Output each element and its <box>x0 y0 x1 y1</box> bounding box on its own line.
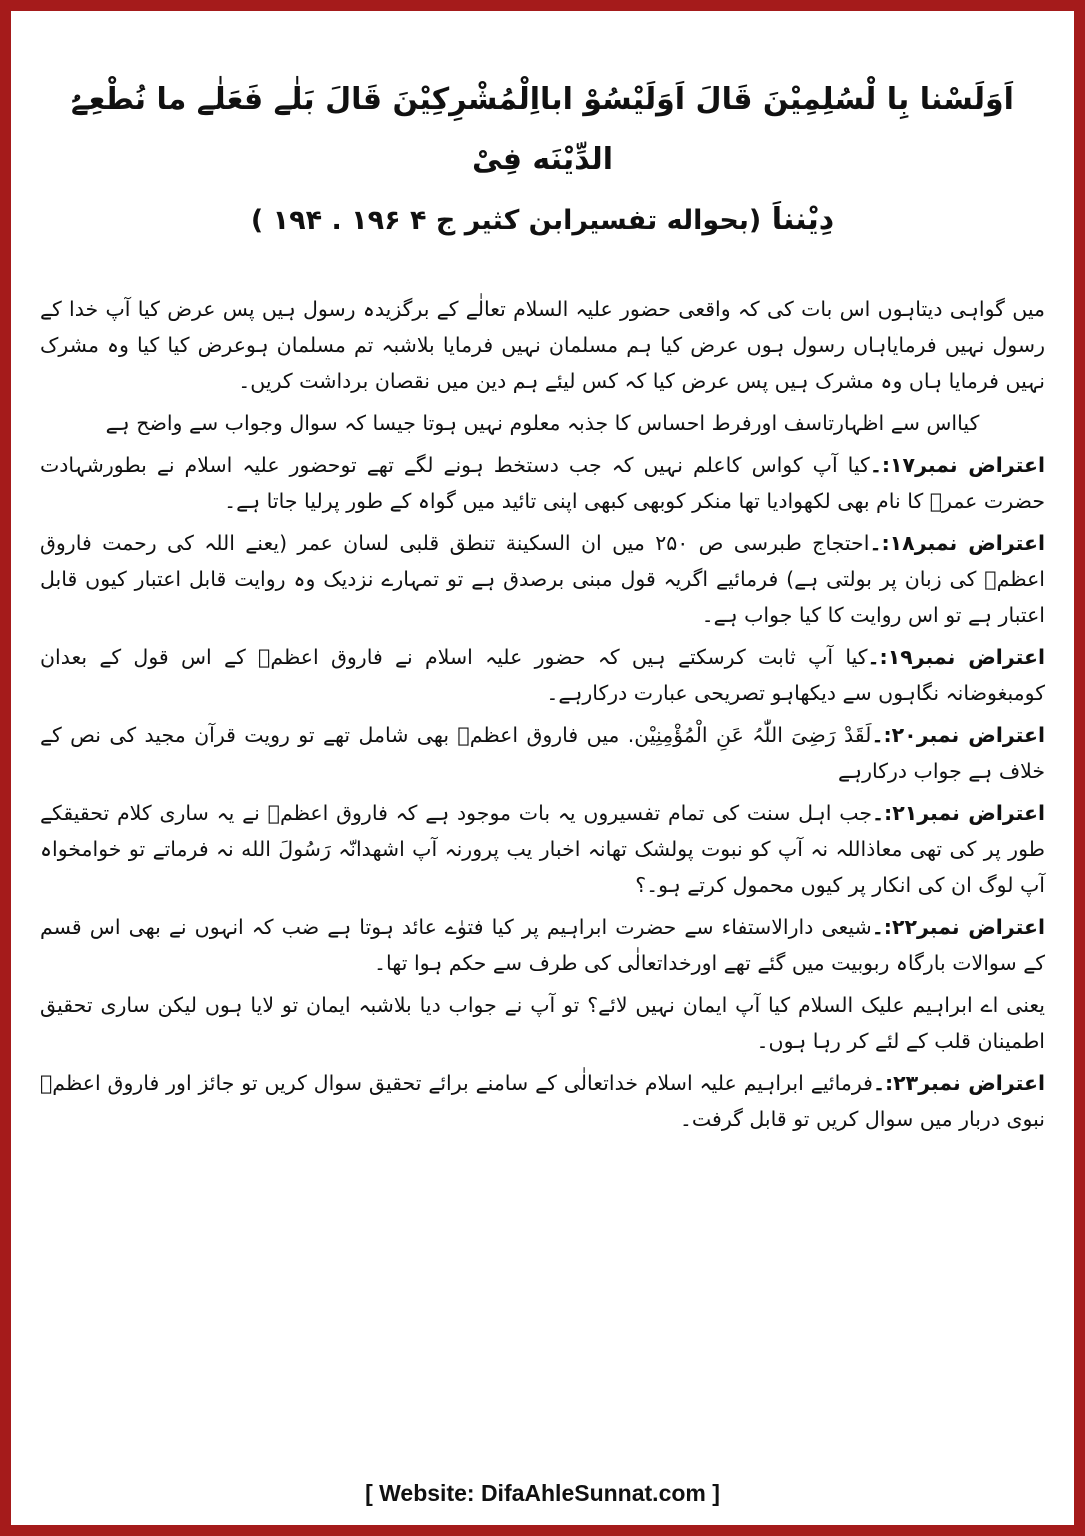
paragraph-text: احتجاج طبرسی ص ۲۵۰ میں ان السکینة تنطق قلبی لسان عمر (یعنے اللہ کی رحمت فاروق اعظمؓ کی زبان پر بولتی ہے) فرمائیے اگریہ قول مبنی برصدق ہے تو تمہارے نزدیک وہ روایت قابل اعتبار کیوں قابل اعتبار ہے تو اس روایت کا کیا جواب ہے۔ <box>40 531 1045 627</box>
paragraph <box>40 291 1045 399</box>
objection-label: اعتراض نمبر۱۷:۔ <box>869 453 1045 477</box>
paragraph <box>40 987 1045 1059</box>
website-footer: [ Website: DifaAhleSunnat.com ] <box>365 1480 720 1506</box>
document-body <box>40 70 1045 1143</box>
paragraph-text: کیا آپ کواس کاعلم نہیں کہ جب دستخط ہونے لگے تھے توحضور علیہ اسلام نے بطورشہادت حضرت عمرؓ کا نام بھی لکھوادیا تھا منکر کوبھی کبھی اپنی تائید میں گواہ کے طور پرلیا جاتا ہے۔ <box>40 453 1045 513</box>
paragraph-text: فرمائیے ابراہیم علیہ اسلام خداتعالٰی کے سامنے برائے تحقیق سوال کریں تو جائز اور فاروق اعظمؓ نبوی دربار میں سوال کریں تو قابل گرفت۔ <box>40 1071 1045 1131</box>
page-title <box>40 70 1045 251</box>
paragraph <box>40 1065 1045 1137</box>
title-line-1: اَوَلَسْنا بِا لْسُلِمِیْنَ قَالَ اَوَلَیْسُوْ ابااِلْمُشْرِکِیْنَ قَالَ بَلٰے فَعَلٰے ما نُطْعِےُ الدِّیْنَه فِیْ <box>71 82 1014 177</box>
paragraph-text: یعنی اے ابراہیم علیک السلام کیا آپ ایمان نہیں لائے؟ تو آپ نے جواب دیا بلاشبہ ایمان تو لایا ہوں لیکن ساری تحقیق اطمینان قلب کے لئے کر رہا ہوں۔ <box>40 993 1045 1053</box>
paragraph-text: میں گواہی دیتاہوں اس بات کی کہ واقعی حضور علیہ السلام تعالٰے کے برگزیدہ رسول ہیں پس عرض کیا آپ خدا کے رسول نہیں فرمایاہاں رسول ہوں عرض کیا ہم مسلمان نہیں فرمایا بلاشبہ تم مسلمان ہوعرض کیا کیا وہ مشرک نہیں فرمایا ہاں وہ مشرک ہیں پس عرض کیا کہ کس لیئے ہم دین میں نقصان برداشت کریں۔ <box>40 297 1045 393</box>
objection-label: اعتراض نمبر۲۱:۔ <box>872 801 1045 825</box>
paragraph-list <box>40 291 1045 1137</box>
objection-label: اعتراض نمبر۱۹:۔ <box>867 645 1045 669</box>
paragraph <box>40 639 1045 711</box>
paragraph <box>40 909 1045 981</box>
paragraph <box>40 405 1045 441</box>
paragraph <box>40 795 1045 903</box>
paragraph-text: جب اہل سنت کی تمام تفسیروں یہ بات موجود ہے کہ فاروق اعظمؓ نے یہ ساری کلام تحقیقکے طور پر کی تھی معاذاللہ نہ آپ کو نبوت پولشک تھانہ اخبار یب پرورنہ آپ اشھدانّہ رَسُولَ الله نہ فرماتے تو خوامخواہ آپ لوگ ان کی انکار پر کیوں محمول کرتے ہو۔؟ <box>40 801 1045 897</box>
paragraph <box>40 447 1045 519</box>
title-line-2-text: دِیْنناَ <box>771 202 835 237</box>
title-reference: (بحواله تفسیرابن کثیر ج ۴ ۱۹۶ . ۱۹۴ ) <box>250 205 762 236</box>
paragraph-text: کیااس سے اظہارتاسف اورفرط احساس کا جذبہ معلوم نہیں ہوتا جیسا کہ سوال وجواب سے واضح ہے <box>105 411 980 435</box>
objection-label: اعتراض نمبر۲۰:۔ <box>871 723 1045 747</box>
paragraph-text: کیا آپ ثابت کرسکتے ہیں کہ حضور علیہ اسلام نے فاروق اعظمؓ کے اس قول کے بعدان کومبغوضانہ نگاہوں سے دیکھاہو تصریحی عبارت درکارہے۔ <box>40 645 1045 705</box>
title-line-2 <box>40 190 1045 251</box>
paragraph-text: لَقَدْ رَضِیَ اللّٰہُ عَنِ الْمُؤْمِنِیْن. میں فاروق اعظمؓ بھی شامل تھے تو رویت قرآن مجید کی نص کے خلاف ہے جواب درکارہے <box>40 723 1045 783</box>
objection-label: اعتراض نمبر۱۸:۔ <box>869 531 1045 555</box>
objection-label: اعتراض نمبر۲۲:۔ <box>871 915 1045 939</box>
paragraph <box>40 525 1045 633</box>
paragraph-text: شیعی دارالاستفاء سے حضرت ابراہیم پر کیا فتوٰے عائد ہوتا ہے ضب کہ انہوں نے بھی اس قسم کے سوالات بارگاہ ربوبیت میں گئے تھے اورخداتعالٰی کی طرف سے حکم ہوا تھا۔ <box>40 915 1045 975</box>
paragraph <box>40 717 1045 789</box>
objection-label: اعتراض نمبر۲۳:۔ <box>872 1071 1045 1095</box>
